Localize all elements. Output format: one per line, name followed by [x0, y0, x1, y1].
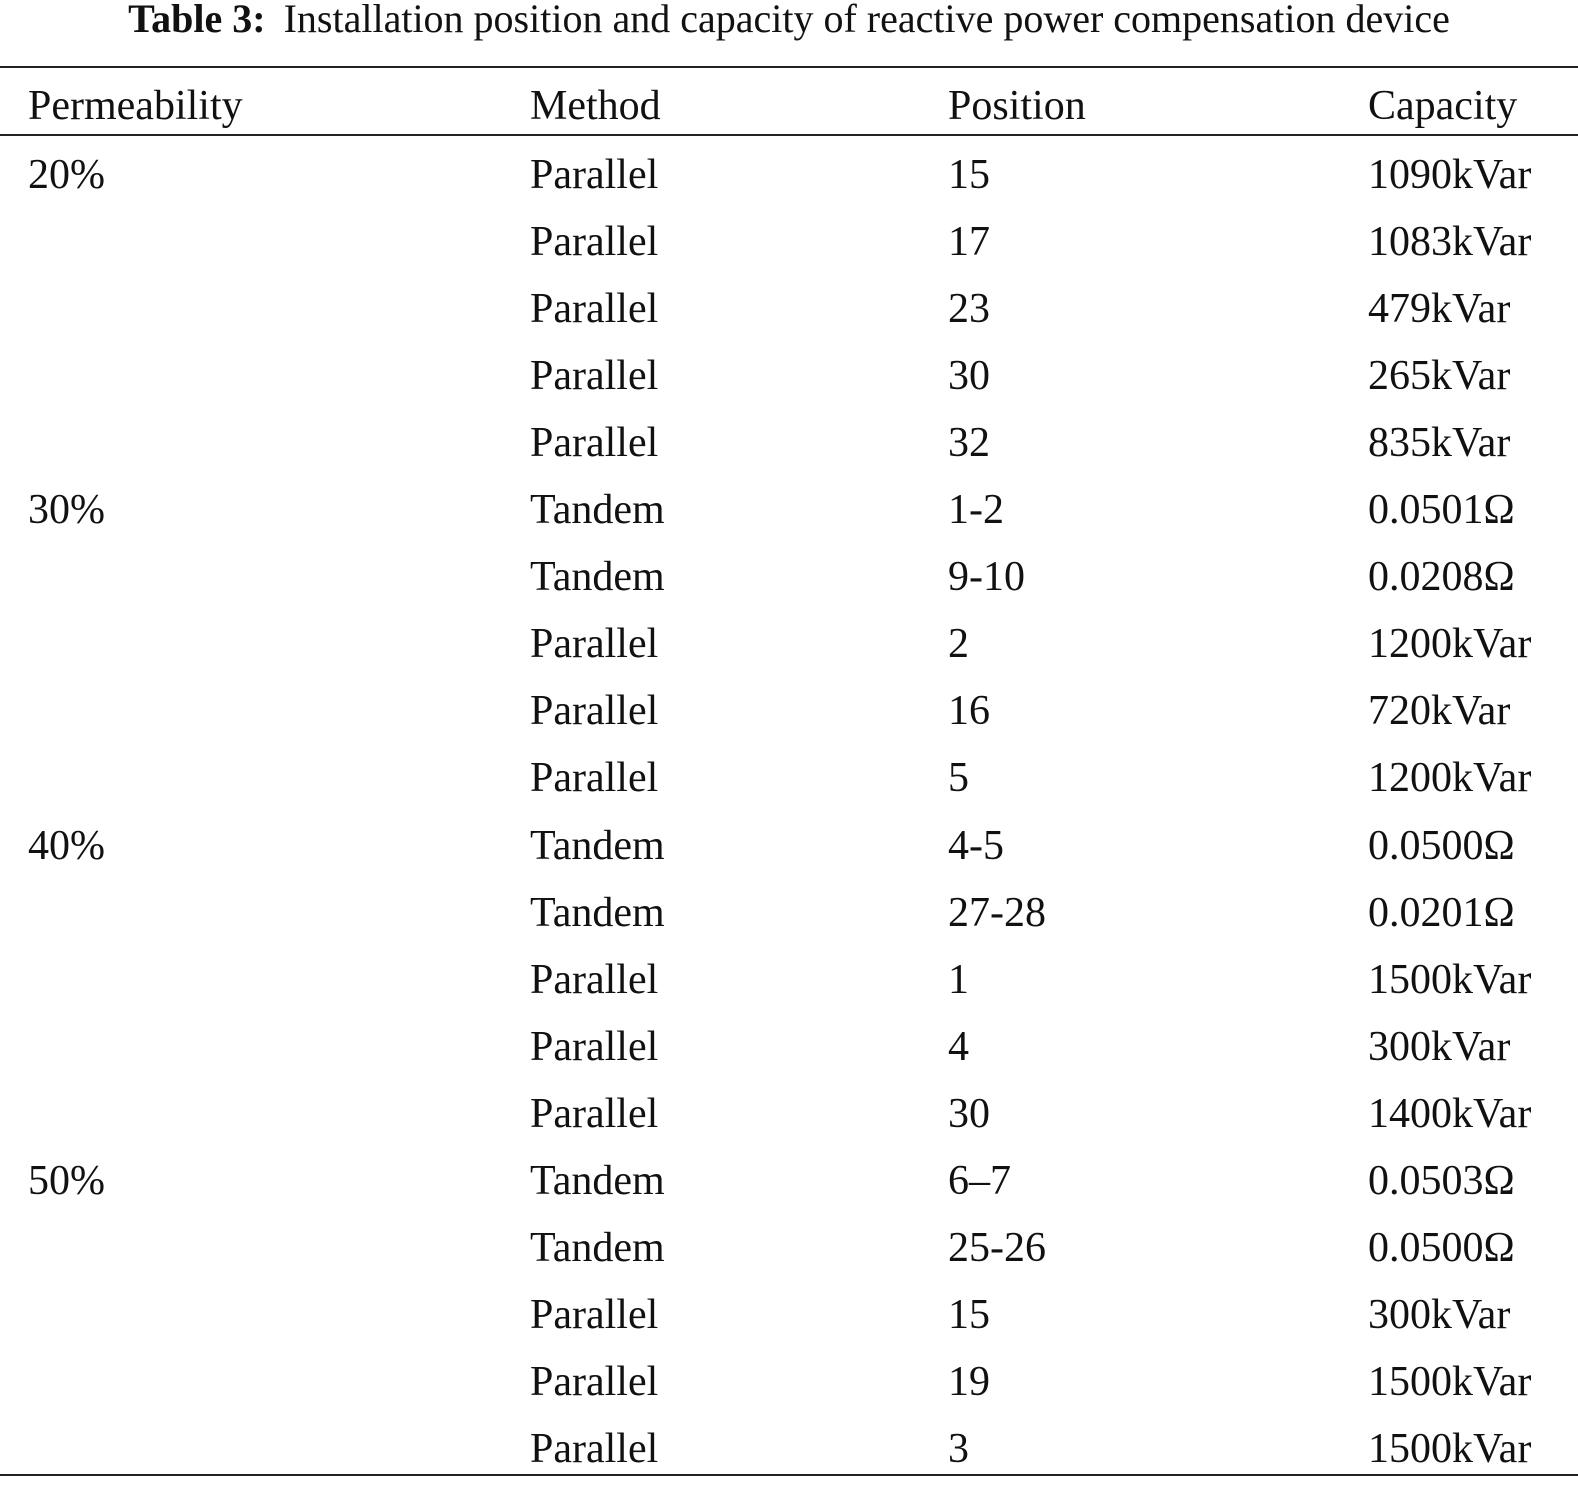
table-row: [0, 947, 1578, 1014]
header-permeability: Permeability: [28, 83, 243, 129]
cell-capacity: 0.0501Ω: [1368, 487, 1515, 534]
table-row: [0, 813, 1578, 880]
cell-position: 4: [948, 1023, 969, 1070]
top-rule: [0, 66, 1578, 68]
table-row: [0, 745, 1578, 812]
cell-method: Parallel: [530, 219, 659, 266]
cell-capacity: 300kVar: [1368, 1291, 1511, 1338]
table-header-row: [0, 72, 1578, 139]
cell-capacity: 1200kVar: [1368, 621, 1532, 668]
cell-permeability: 50%: [28, 1157, 105, 1204]
table-caption: [0, 0, 1578, 42]
cell-capacity: 1400kVar: [1368, 1090, 1532, 1137]
table-row: [0, 1416, 1578, 1483]
cell-capacity: 479kVar: [1368, 286, 1511, 333]
cell-method: Tandem: [530, 1224, 665, 1271]
cell-position: 3: [948, 1425, 969, 1472]
table-row: [0, 209, 1578, 276]
cell-method: Parallel: [530, 1291, 659, 1338]
cell-capacity: 0.0500Ω: [1368, 1224, 1515, 1271]
cell-capacity: 0.0208Ω: [1368, 554, 1515, 601]
cell-position: 5: [948, 755, 969, 802]
header-rule: [0, 134, 1578, 136]
cell-position: 4-5: [948, 822, 1004, 869]
cell-method: Parallel: [530, 1358, 659, 1405]
cell-permeability: 20%: [28, 152, 105, 198]
table-row: [0, 410, 1578, 477]
cell-position: 25-26: [948, 1224, 1046, 1271]
cell-method: Parallel: [530, 1090, 659, 1137]
table-label: Table 3:: [128, 0, 266, 41]
cell-position: 15: [948, 1291, 990, 1338]
cell-capacity: 0.0201Ω: [1368, 889, 1515, 936]
cell-method: Tandem: [530, 1157, 665, 1204]
cell-position: 30: [948, 353, 990, 400]
header-position: Position: [948, 83, 1086, 129]
cell-method: Parallel: [530, 956, 659, 1003]
table-row: [0, 678, 1578, 745]
bottom-rule: [0, 1474, 1578, 1476]
table-row: [0, 1215, 1578, 1282]
table-row: [0, 1349, 1578, 1416]
table-row: [0, 142, 1578, 209]
cell-capacity: 300kVar: [1368, 1023, 1511, 1070]
table-row: [0, 276, 1578, 343]
cell-permeability: 40%: [28, 822, 105, 869]
table-row: [0, 1282, 1578, 1349]
cell-capacity: 1500kVar: [1368, 1425, 1532, 1472]
table-row: [0, 611, 1578, 678]
cell-method: Parallel: [530, 353, 659, 400]
cell-position: 6–7: [948, 1157, 1011, 1204]
header-method: Method: [530, 83, 661, 129]
cell-position: 1: [948, 956, 969, 1003]
cell-capacity: 1083kVar: [1368, 219, 1532, 266]
cell-position: 27-28: [948, 889, 1046, 936]
cell-position: 9-10: [948, 554, 1025, 601]
cell-position: 32: [948, 420, 990, 467]
cell-method: Tandem: [530, 889, 665, 936]
cell-permeability: 30%: [28, 487, 105, 534]
header-capacity: Capacity: [1368, 83, 1518, 129]
cell-position: 17: [948, 219, 990, 266]
table-row: [0, 1148, 1578, 1215]
cell-capacity: 0.0503Ω: [1368, 1157, 1515, 1204]
cell-capacity: 265kVar: [1368, 353, 1511, 400]
cell-capacity: 1500kVar: [1368, 956, 1532, 1003]
table-row: [0, 477, 1578, 544]
table-row: [0, 343, 1578, 410]
cell-position: 19: [948, 1358, 990, 1405]
cell-method: Parallel: [530, 755, 659, 802]
cell-method: Tandem: [530, 822, 665, 869]
cell-method: Parallel: [530, 1425, 659, 1472]
cell-capacity: 1090kVar: [1368, 152, 1532, 198]
cell-position: 16: [948, 688, 990, 735]
cell-position: 23: [948, 286, 990, 333]
cell-capacity: 1500kVar: [1368, 1358, 1532, 1405]
cell-method: Parallel: [530, 152, 659, 198]
table-row: [0, 1081, 1578, 1148]
cell-method: Parallel: [530, 420, 659, 467]
table-title: Installation position and capacity of reactive power compensation device: [283, 0, 1450, 41]
table-row: [0, 544, 1578, 611]
cell-position: 15: [948, 152, 990, 198]
cell-capacity: 720kVar: [1368, 688, 1511, 735]
cell-capacity: 835kVar: [1368, 420, 1511, 467]
cell-method: Parallel: [530, 286, 659, 333]
cell-method: Parallel: [530, 1023, 659, 1070]
table-row: [0, 880, 1578, 947]
cell-capacity: 1200kVar: [1368, 755, 1532, 802]
cell-capacity: 0.0500Ω: [1368, 822, 1515, 869]
cell-method: Tandem: [530, 487, 665, 534]
cell-position: 1-2: [948, 487, 1004, 534]
table-row: [0, 1014, 1578, 1081]
cell-position: 2: [948, 621, 969, 668]
cell-position: 30: [948, 1090, 990, 1137]
cell-method: Parallel: [530, 621, 659, 668]
cell-method: Tandem: [530, 554, 665, 601]
cell-method: Parallel: [530, 688, 659, 735]
